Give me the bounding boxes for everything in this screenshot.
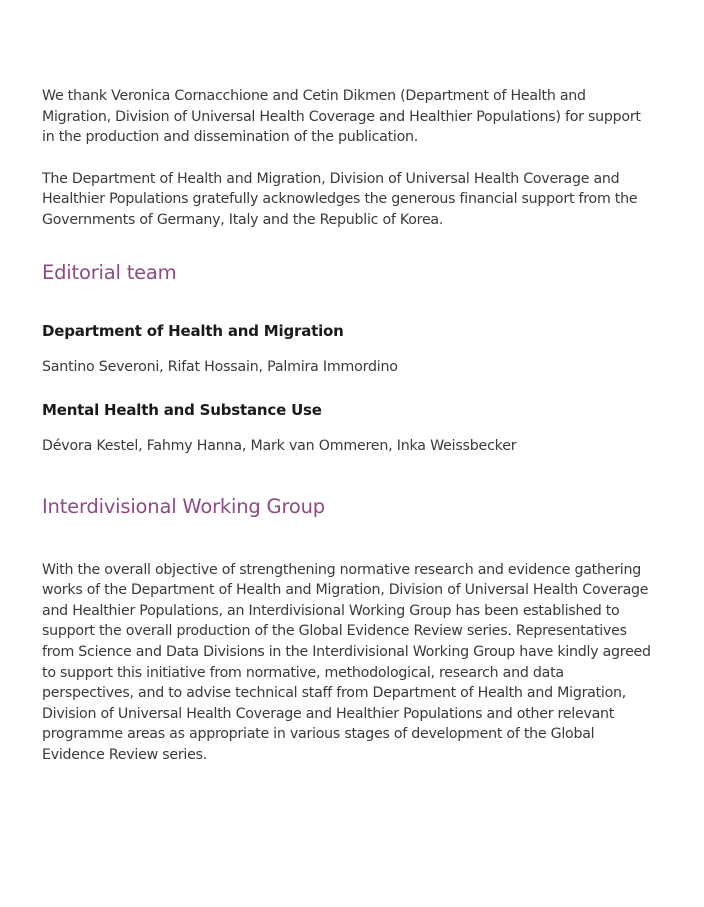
group-title-health-migration: Department of Health and Migration (42, 321, 344, 340)
working-group-heading: Interdivisional Working Group (42, 494, 325, 518)
working-group-paragraph: With the overall objective of strengthening normative research and evidence gathering works of the Department of Health and Migration, Division of Universal Health Coverage and Healthier Populations, an Interdivisional Working Group has been established to support the overall production of the Global Evidence Review series. Representatives from Science and Data Divisions in the Interdivisional Working Group have kindly agreed to support this initiative from normative, methodological, research and data perspectives, and to advise technical staff from Department of Health and Migration, Division of Universal Health Coverage and Healthier Populations and other relevant programme areas as appropriate in various stages of development of the Global Evidence Review series. (42, 561, 651, 763)
group-members-mental-health: Dévora Kestel, Fahmy Hanna, Mark van Ommeren, Inka Weissbecker (42, 437, 517, 454)
editorial-team-heading: Editorial team (42, 260, 177, 284)
group-title-mental-health: Mental Health and Substance Use (42, 400, 322, 419)
acknowledgement-paragraph-1: We thank Veronica Cornacchione and Cetin Dikmen (Department of Health and Migration, Division of Universal Health Coverage and Healthier Populations) for support in the production and dissemination of the publication. (42, 88, 641, 146)
acknowledgement-paragraph-2: The Department of Health and Migration, Division of Universal Health Coverage and Healthier Populations gratefully acknowledges the generous financial support from the Governments of Germany, Italy and the Republic of Korea. (42, 170, 638, 228)
document-page (42, 86, 652, 766)
group-members-health-migration: Santino Severoni, Rifat Hossain, Palmira Immordino (42, 358, 398, 375)
